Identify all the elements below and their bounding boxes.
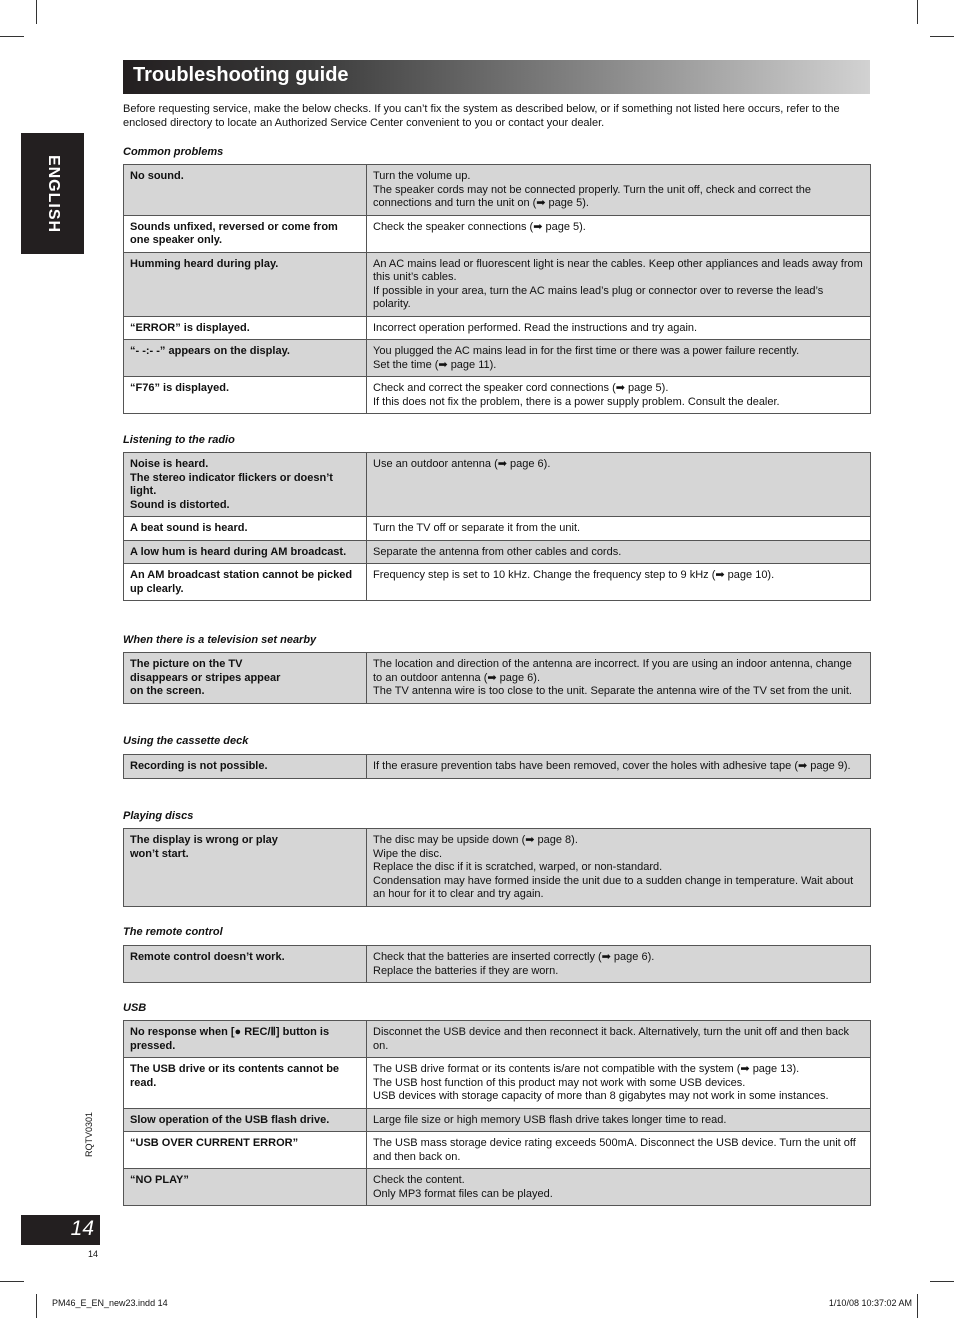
problem-cell <box>124 215 367 252</box>
table-row <box>124 540 871 564</box>
problem-text: “ERROR” is displayed. <box>130 321 250 334</box>
table-row <box>124 517 871 541</box>
problem-cell <box>124 377 367 414</box>
troubleshooting-table <box>123 754 871 779</box>
problem-cell <box>124 829 367 907</box>
problem-text: A beat sound is heard. <box>130 522 248 534</box>
table-row <box>124 215 871 252</box>
problem-text: No response when [● REC/Ⅱ] button is pressed. <box>130 1026 330 1052</box>
table-row <box>124 1058 871 1109</box>
remedy-cell <box>367 316 871 340</box>
remedy-cell <box>367 1132 871 1169</box>
remedy-cell <box>367 1108 871 1132</box>
remedy-text: Replace the disc if it is scratched, warped, or non-standard. <box>373 861 663 873</box>
table-row <box>124 829 871 907</box>
page-number: 14 <box>70 1217 94 1240</box>
problem-cell <box>124 946 367 983</box>
problem-text: The display is wrong or play <box>130 834 278 846</box>
problem-text: “USB OVER CURRENT ERROR” <box>130 1137 299 1149</box>
table-row <box>124 165 871 216</box>
remedy-text: The USB mass storage device rating exceeds 500mA. Disconnect the USB device. Turn the unit off and then back on. <box>373 1137 856 1163</box>
remedy-text: Wipe the disc. <box>373 847 443 860</box>
remedy-text: Separate the antenna from other cables and cords. <box>373 545 622 558</box>
remedy-text: The location and direction of the antenna are incorrect. If you are using an indoor antenna, change to an outdoor antenna (➡ page 6). <box>373 658 852 684</box>
table-row <box>124 1108 871 1132</box>
remedy-text: Large file size or high memory USB flash drive takes longer time to read. <box>373 1113 727 1126</box>
section-title: USB <box>123 1002 147 1014</box>
remedy-text: The USB host function of this product may not work with some USB devices. <box>373 1076 746 1089</box>
problem-cell <box>124 540 367 564</box>
table-row <box>124 340 871 377</box>
problem-cell <box>124 340 367 377</box>
table-row <box>124 564 871 601</box>
remedy-cell <box>367 340 871 377</box>
remedy-text: You plugged the AC mains lead in for the first time or there was a power failure recently. <box>373 345 800 357</box>
remedy-text: Check the speaker connections (➡ page 5). <box>373 220 586 233</box>
troubleshooting-table <box>123 452 871 601</box>
crop-mark <box>36 0 37 24</box>
intro-paragraph: Before requesting service, make the below checks. If you can’t fix the system as described below, or if something not listed here occurs, refer to the enclosed directory to locate an Authorized Service Center convenient to you or contact your dealer. <box>123 103 840 129</box>
remedy-text: The disc may be upside down (➡ page 8). <box>373 834 578 846</box>
crop-mark <box>0 1281 24 1282</box>
remedy-text: Check the content. <box>373 1174 465 1186</box>
remedy-text: If the erasure prevention tabs have been removed, cover the holes with adhesive tape (➡ page 9). <box>373 760 851 772</box>
table-row <box>124 316 871 340</box>
remedy-cell <box>367 377 871 414</box>
problem-text: The picture on the TV <box>130 658 243 670</box>
language-tab <box>21 133 84 254</box>
problem-text: A low hum is heard during AM broadcast. <box>130 545 347 558</box>
page-number-box <box>21 1215 100 1245</box>
problem-cell <box>124 1169 367 1206</box>
remedy-text: Only MP3 format files can be played. <box>373 1187 553 1200</box>
remedy-text: Incorrect operation performed. Read the instructions and try again. <box>373 321 698 334</box>
remedy-text: The speaker cords may not be connected properly. Turn the unit off, check and correct the connections and turn the unit on (➡ page 5). <box>373 183 812 209</box>
remedy-text: Frequency step is set to 10 kHz. Change the frequency step to 9 kHz (➡ page 10). <box>373 569 775 581</box>
problem-cell <box>124 453 367 517</box>
remedy-text: The USB drive format or its contents is/are not compatible with the system (➡ page 13). <box>373 1063 800 1075</box>
troubleshooting-table <box>123 828 871 907</box>
remedy-cell <box>367 252 871 316</box>
problem-text: Slow operation of the USB flash drive. <box>130 1113 330 1126</box>
table-row <box>124 755 871 779</box>
crop-mark <box>930 36 954 37</box>
problem-text: Noise is heard. <box>130 458 209 470</box>
table-row <box>124 377 871 414</box>
table-row <box>124 252 871 316</box>
remedy-cell <box>367 1058 871 1109</box>
remedy-text: Set the time (➡ page 11). <box>373 358 497 371</box>
problem-text: An AM broadcast station cannot be picked up clearly. <box>130 569 353 595</box>
section-title: The remote control <box>123 926 223 938</box>
problem-cell <box>124 1058 367 1109</box>
crop-mark <box>930 1281 954 1282</box>
table-row <box>124 946 871 983</box>
remedy-text: Use an outdoor antenna (➡ page 6). <box>373 458 551 470</box>
crop-mark <box>917 0 918 24</box>
remedy-text: An AC mains lead or fluorescent light is near the cables. Keep other appliances and leads away from this unit’s cables. <box>373 257 863 283</box>
section-title: Common problems <box>123 146 224 158</box>
table-row <box>124 653 871 704</box>
remedy-text: Replace the batteries if they are worn. <box>373 964 559 977</box>
problem-cell <box>124 165 367 216</box>
remedy-text: USB devices with storage capacity of more than 8 gigabytes may not work in some instances. <box>373 1090 829 1102</box>
section-title: When there is a television set nearby <box>123 634 317 646</box>
remedy-cell <box>367 540 871 564</box>
problem-text: “F76” is displayed. <box>130 382 230 394</box>
remedy-cell <box>367 564 871 601</box>
problem-cell <box>124 564 367 601</box>
remedy-cell <box>367 215 871 252</box>
section-title: Using the cassette deck <box>123 735 249 747</box>
problem-cell <box>124 517 367 541</box>
troubleshooting-table <box>123 945 871 983</box>
remedy-cell <box>367 1169 871 1206</box>
remedy-text: Check and correct the speaker cord connections (➡ page 5). <box>373 382 669 394</box>
remedy-cell <box>367 1021 871 1058</box>
troubleshooting-table <box>123 652 871 704</box>
problem-cell <box>124 1021 367 1058</box>
remedy-text: If possible in your area, turn the AC mains lead’s plug or connector over to reverse the lead’s polarity. <box>373 284 824 310</box>
troubleshooting-table <box>123 1020 871 1206</box>
problem-text: Remote control doesn’t work. <box>130 951 285 963</box>
problem-text: The USB drive or its contents cannot be read. <box>130 1063 340 1089</box>
problem-text: No sound. <box>130 170 184 182</box>
remedy-text: Disconnet the USB device and then reconnect it back. Alternatively, turn the unit off and then back on. <box>373 1026 849 1052</box>
remedy-cell <box>367 453 871 517</box>
troubleshooting-table <box>123 164 871 414</box>
page-title: Troubleshooting guide <box>133 64 349 86</box>
table-row <box>124 1132 871 1169</box>
document-code: RQTV0301 <box>84 1111 94 1157</box>
remedy-cell <box>367 517 871 541</box>
section-title: Playing discs <box>123 810 194 822</box>
table-row <box>124 1169 871 1206</box>
remedy-text: The TV antenna wire is too close to the unit. Separate the antenna wire of the TV set from the unit. <box>373 685 852 697</box>
file-info: PM46_E_EN_new23.indd 14 <box>52 1298 168 1308</box>
remedy-cell <box>367 946 871 983</box>
problem-text: on the screen. <box>130 685 205 697</box>
problem-text: Sounds unfixed, reversed or come from one speaker only. <box>130 220 338 246</box>
crop-mark <box>917 1294 918 1318</box>
remedy-cell <box>367 829 871 907</box>
problem-text: disappears or stripes appear <box>130 671 281 684</box>
title-bar <box>123 60 870 94</box>
remedy-text: Turn the volume up. <box>373 170 471 182</box>
print-timestamp: 1/10/08 10:37:02 AM <box>828 1298 912 1308</box>
problem-text: won’t start. <box>130 847 189 860</box>
problem-cell <box>124 755 367 779</box>
remedy-text: Check that the batteries are inserted correctly (➡ page 6). <box>373 951 655 963</box>
remedy-cell <box>367 755 871 779</box>
problem-cell <box>124 316 367 340</box>
problem-text: Sound is distorted. <box>130 498 230 511</box>
section-title: Listening to the radio <box>123 434 235 446</box>
page-number-small: 14 <box>88 1249 99 1259</box>
crop-mark <box>0 36 24 37</box>
remedy-text: If this does not fix the problem, there is a power supply problem. Consult the dealer. <box>373 395 780 408</box>
problem-text: “- -:- -” appears on the display. <box>130 345 290 357</box>
problem-text: Recording is not possible. <box>130 760 268 772</box>
problem-text: Humming heard during play. <box>130 257 279 270</box>
problem-cell <box>124 1108 367 1132</box>
remedy-text: Condensation may have formed inside the unit due to a sudden change in temperature. Wait about an hour for it to clear and try again. <box>373 874 854 900</box>
remedy-cell <box>367 653 871 704</box>
remedy-cell <box>367 165 871 216</box>
remedy-text: Turn the TV off or separate it from the unit. <box>373 522 581 534</box>
problem-text: The stereo indicator flickers or doesn’t light. <box>130 471 333 497</box>
problem-cell <box>124 653 367 704</box>
problem-text: “NO PLAY” <box>130 1174 189 1186</box>
problem-cell <box>124 1132 367 1169</box>
crop-mark <box>36 1294 37 1318</box>
table-row <box>124 1021 871 1058</box>
language-label: ENGLISH <box>44 154 62 233</box>
table-row <box>124 453 871 517</box>
problem-cell <box>124 252 367 316</box>
